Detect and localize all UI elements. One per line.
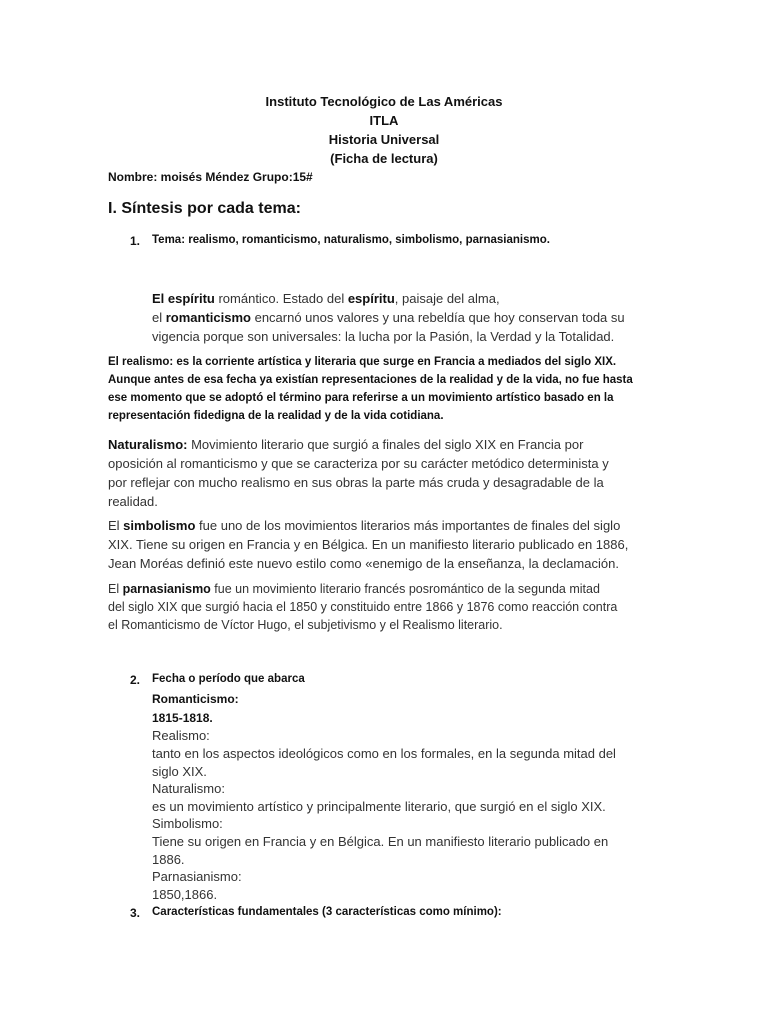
section-3-title: Características fundamentales (3 características como mínimo): — [152, 906, 502, 918]
text-run: El — [108, 582, 123, 596]
text-run: romántico. Estado del — [214, 291, 348, 306]
text-run: encarnó unos valores y una rebeldía que hoy conservan toda su — [250, 310, 625, 325]
document-type: (Ficha de lectura) — [330, 151, 438, 166]
bold-term: romanticismo — [165, 310, 251, 325]
text-line: XIX. Tiene su origen en Francia y en Bélgica. En un manifiesto literario publicado en 1886, — [108, 537, 629, 552]
naturalism-paragraph — [108, 435, 609, 511]
symbolism-text-line: Tiene su origen en Francia y en Bélgica. En un manifiesto literario publicado en — [152, 834, 609, 849]
text-run: , paisaje del alma, — [394, 291, 500, 306]
text-run: fue un movimiento literario francés posromántico de la segunda mitad — [210, 582, 600, 596]
text-line: oposición al romanticismo y que se caracteriza por su carácter metódico determinista y — [108, 456, 609, 471]
bold-term: simbolismo — [123, 518, 196, 533]
realism-label: Realismo: — [152, 728, 210, 743]
text-line: El realismo: es la corriente artística y literaria que surge en Francia a mediados del siglo XIX. — [108, 356, 617, 368]
symbolism-label: Simbolismo: — [152, 816, 223, 831]
bold-term: El espíritu — [152, 291, 215, 306]
section-2-title: Fecha o período que abarca — [152, 673, 305, 685]
symbolism-text-line: 1886. — [152, 852, 185, 867]
text-line: por reflejar con mucho realismo en sus obras la parte más cruda y desagradable de la — [108, 475, 604, 490]
list-number-2: 2. — [130, 673, 141, 687]
text-line: del siglo XIX que surgió hacia el 1850 y constituido entre 1866 y 1876 como reacción contra — [108, 600, 618, 614]
naturalism-text: es un movimiento artístico y principalmente literario, que surgió en el siglo XIX. — [152, 799, 606, 814]
parnassianism-dates: 1850,1866. — [152, 887, 218, 902]
symbolism-paragraph — [108, 516, 628, 573]
text-line: Jean Moréas definió este nuevo estilo como «enemigo de la enseñanza, la declamación. — [108, 556, 619, 571]
text-run: Movimiento literario que surgió a finales del siglo XIX en Francia por — [187, 437, 584, 452]
text-line: Aunque antes de esa fecha ya existían representaciones de la realidad y de la vida, no fue hasta — [108, 374, 633, 386]
realism-text-line: siglo XIX. — [152, 764, 207, 779]
bold-term: parnasianismo — [122, 582, 211, 596]
romanticism-label: Romanticismo: — [152, 692, 239, 706]
institution-name: Instituto Tecnológico de Las Américas — [265, 94, 503, 109]
parnassianism-label: Parnasianismo: — [152, 869, 242, 884]
list-number-1: 1. — [130, 234, 141, 248]
text-line: ese momento que se adoptó el término para referirse a un movimiento artístico basado en la — [108, 392, 614, 404]
bold-term: Naturalismo: — [108, 437, 188, 452]
bold-term: espíritu — [347, 291, 395, 306]
text-line: el Romanticismo de Víctor Hugo, el subjetivismo y el Realismo literario. — [108, 618, 503, 632]
section-1-heading: I. Síntesis por cada tema: — [108, 200, 301, 217]
text-line: realidad. — [108, 494, 158, 509]
naturalism-label: Naturalismo: — [152, 781, 225, 796]
realism-text-line: tanto en los aspectos ideológicos como en los formales, en la segunda mitad del — [152, 746, 616, 761]
text-run: fue uno de los movimientos literarios más importantes de finales del siglo — [195, 518, 621, 533]
subject-title: Historia Universal — [328, 132, 440, 147]
topic-list: Tema: realismo, romanticismo, naturalismo, simbolismo, parnasianismo. — [152, 234, 550, 246]
student-line: Nombre: moisés Méndez Grupo:15# — [108, 170, 313, 184]
list-number-3: 3. — [130, 906, 141, 920]
text-run: el — [152, 310, 166, 325]
romanticism-dates: 1815-1818. — [152, 711, 213, 725]
parnassianism-paragraph — [108, 580, 617, 634]
institution-acronym: ITLA — [369, 113, 399, 128]
text-line: vigencia porque son universales: la lucha por la Pasión, la Verdad y la Totalidad. — [152, 329, 615, 344]
text-line: representación fidedigna de la realidad y de la vida cotidiana. — [108, 410, 444, 422]
romanticism-paragraph — [152, 289, 625, 346]
text-run: El — [108, 518, 124, 533]
realism-paragraph — [108, 353, 633, 425]
